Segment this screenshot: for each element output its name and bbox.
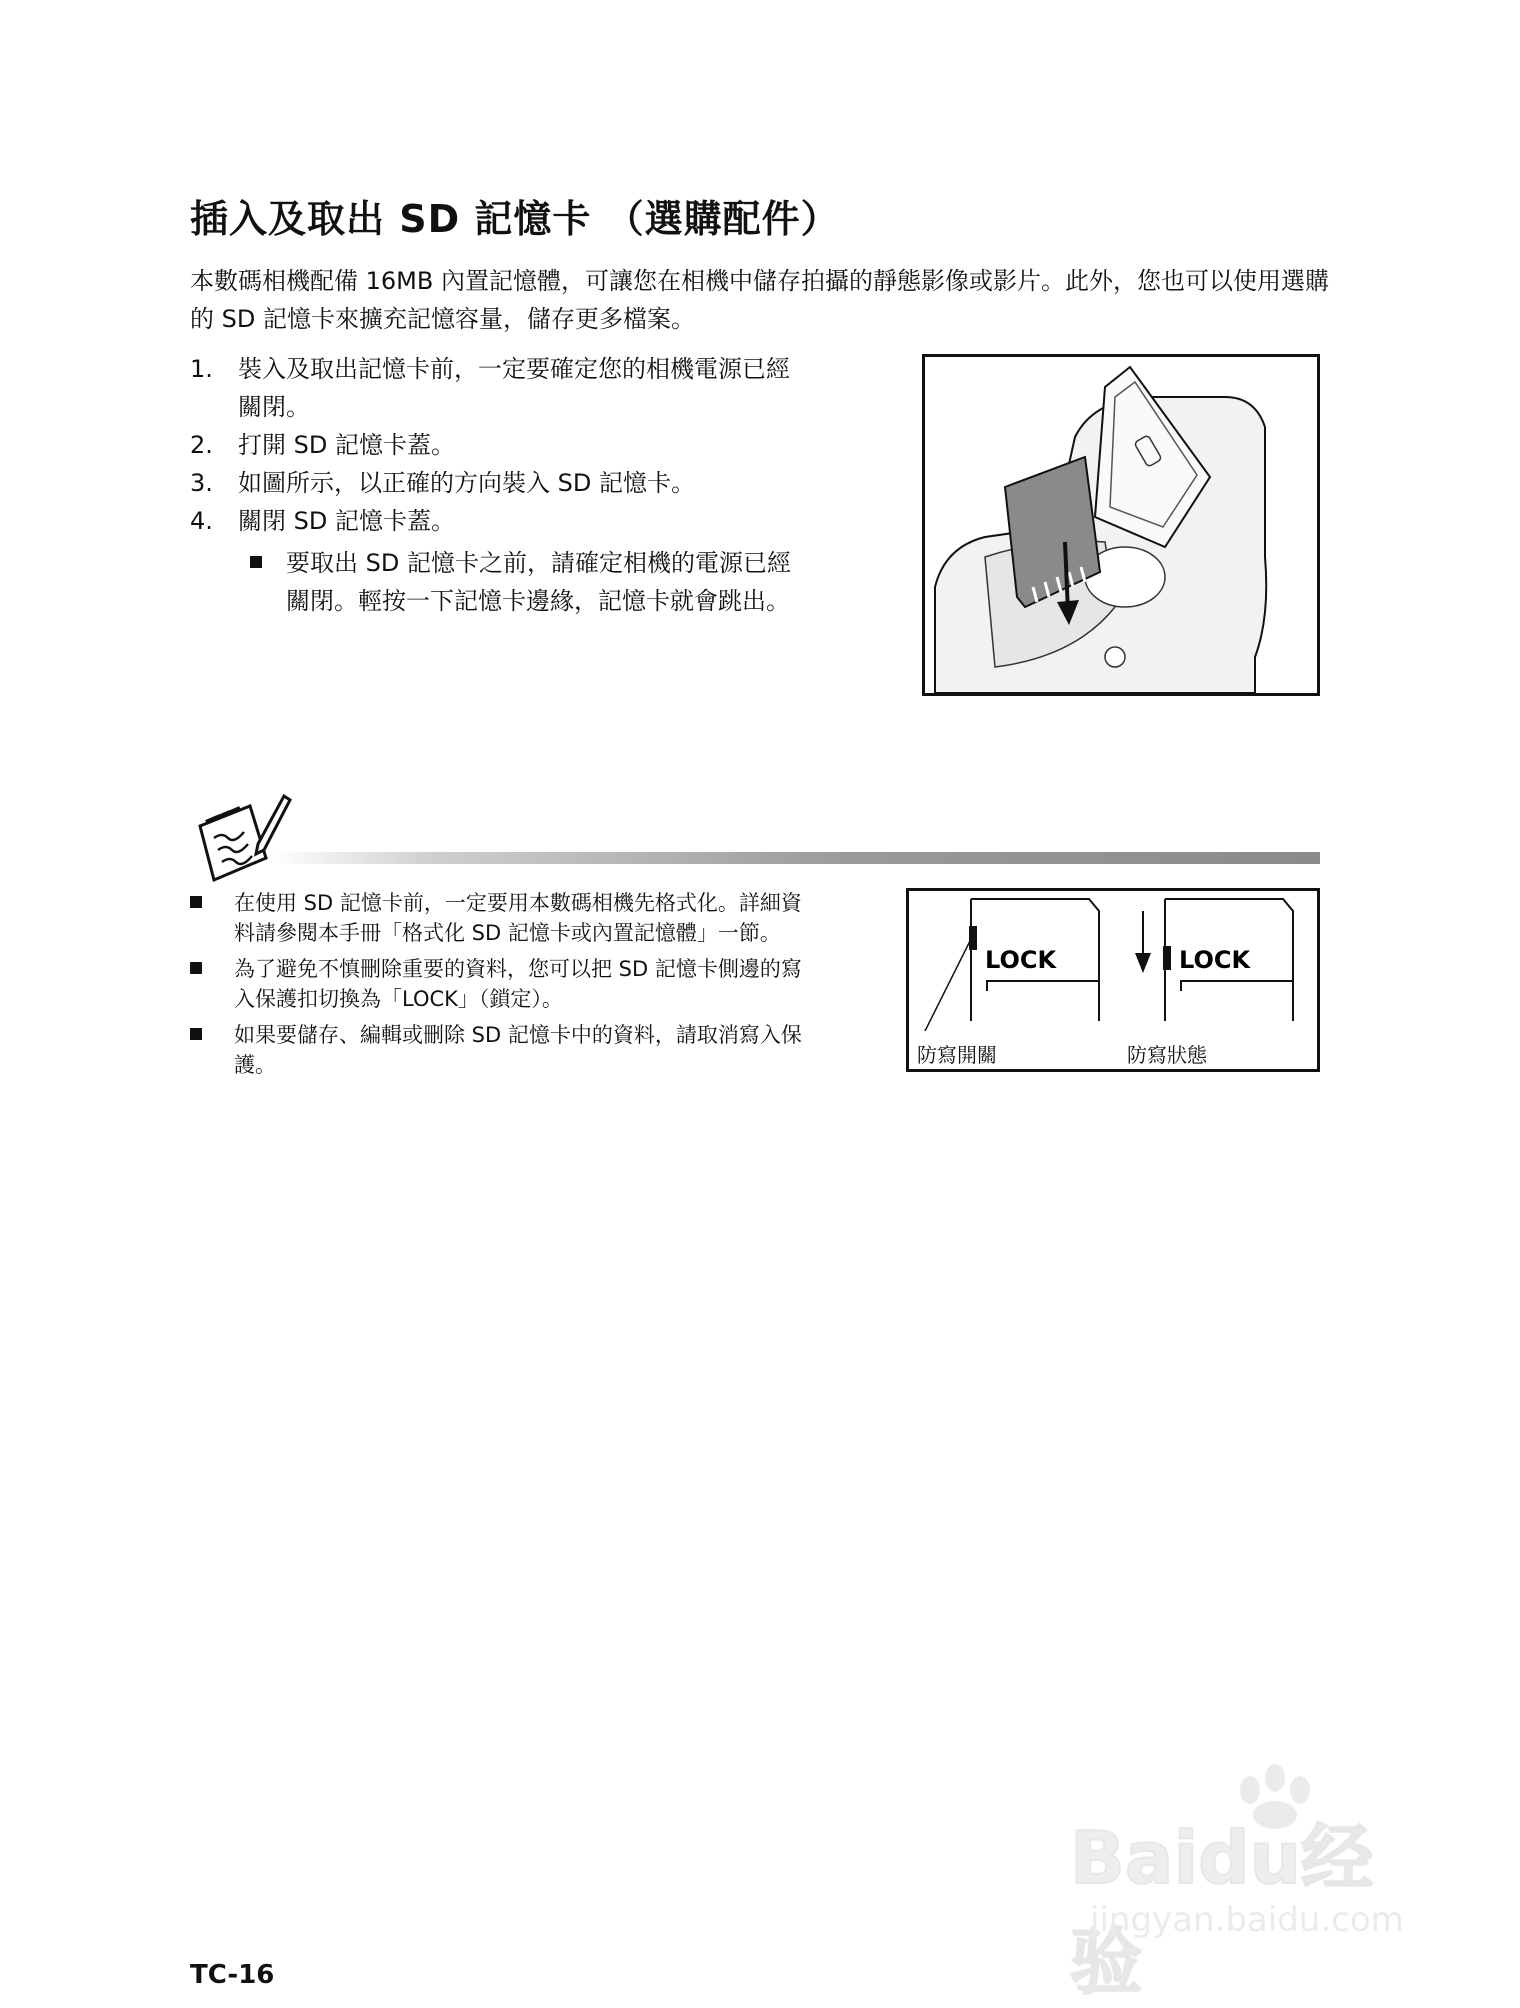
baidu-watermark	[1070, 1760, 1430, 2004]
step-item	[190, 502, 830, 540]
page-title: 插入及取出 SD 記憶卡 （選購配件）	[190, 197, 840, 241]
square-bullet-icon	[250, 556, 262, 568]
watermark-url: jingyan.baidu.com	[1090, 1900, 1404, 1940]
step-number: 3.	[190, 469, 213, 497]
step-number: 2.	[190, 431, 213, 459]
step-text: 關閉 SD 記憶卡蓋。	[238, 507, 455, 535]
square-bullet-icon	[190, 896, 202, 908]
step-text: 打開 SD 記憶卡蓋。	[238, 431, 455, 459]
sd-card-insertion-illustration	[922, 354, 1320, 696]
camera-illustration	[925, 357, 1317, 693]
note-item	[190, 1020, 830, 1080]
note-text: 如果要儲存、編輯或刪除 SD 記憶卡中的資料，請取消寫入保護。	[234, 1023, 802, 1077]
note-item	[190, 954, 830, 1014]
step-subnote	[238, 544, 830, 620]
step-item	[190, 350, 830, 426]
step-list	[190, 350, 830, 620]
step-text: 裝入及取出記憶卡前，一定要確定您的相機電源已經關閉。	[238, 355, 790, 421]
section-divider	[272, 852, 1320, 864]
step-item	[190, 426, 830, 464]
step-item	[190, 464, 830, 502]
step-number: 1.	[190, 355, 213, 383]
lock-label-left: LOCK	[985, 946, 1057, 974]
watermark-brand: Baidu经验	[1070, 1816, 1373, 2004]
step-subnote-text: 要取出 SD 記憶卡之前，請確定相機的電源已經關閉。輕按一下記憶卡邊緣，記憶卡就會跳出。	[286, 549, 791, 615]
write-protect-lock-diagram	[906, 888, 1320, 1072]
square-bullet-icon	[190, 962, 202, 974]
intro-paragraph: 本數碼相機配備 16MB 內置記憶體，可讓您在相機中儲存拍攝的靜態影像或影片。此外，您也可以使用選購的 SD 記憶卡來擴充記憶容量，儲存更多檔案。	[190, 267, 1329, 333]
square-bullet-icon	[190, 1028, 202, 1040]
pointer-line	[925, 939, 971, 1031]
note-item	[190, 888, 830, 948]
down-arrow-icon	[1135, 911, 1151, 973]
write-protect-switch-label: 防寫開關	[917, 1043, 997, 1067]
lock-label-right: LOCK	[1179, 946, 1251, 974]
page-number: TC-16	[190, 1960, 275, 1990]
note-text: 為了避免不慎刪除重要的資料，您可以把 SD 記憶卡側邊的寫入保護扣切換為「LOCK」（鎖定）。	[234, 957, 802, 1011]
write-protect-state-label: 防寫狀態	[1127, 1043, 1207, 1067]
notepad-pencil-icon	[192, 788, 292, 888]
note-text: 在使用 SD 記憶卡前，一定要用本數碼相機先格式化。詳細資料請參閱本手冊「格式化 SD 記憶卡或內置記憶體」一節。	[234, 891, 802, 945]
notes-list	[190, 888, 830, 1086]
step-text: 如圖所示，以正確的方向裝入 SD 記憶卡。	[238, 469, 695, 497]
step-number: 4.	[190, 507, 213, 535]
